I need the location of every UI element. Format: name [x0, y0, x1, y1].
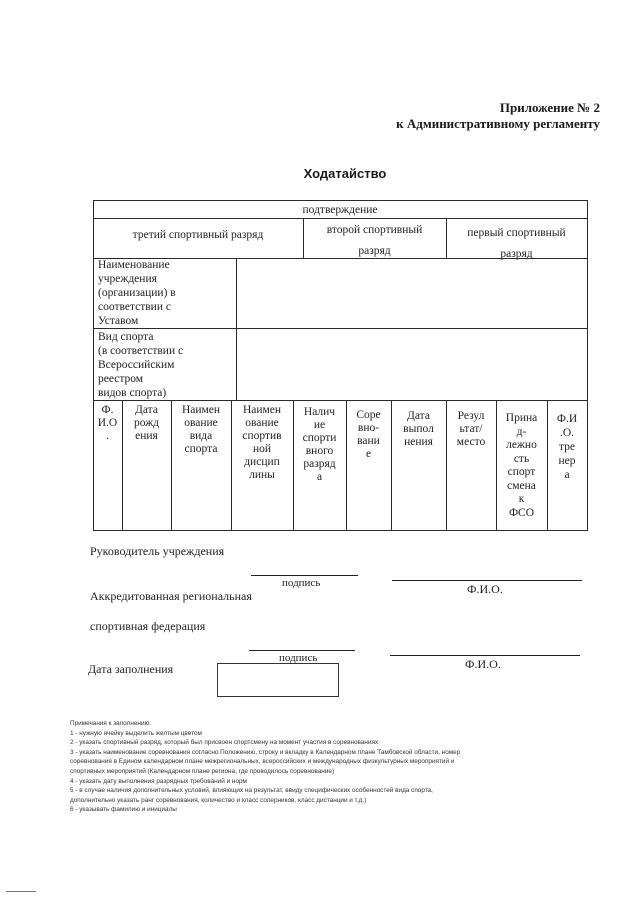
column-sport-name: Наимен ование вида спорта [181, 404, 221, 455]
head-of-institution-label: Руководитель учреждения [90, 544, 225, 558]
document-title: Ходатайство [303, 166, 387, 181]
note-line: 6 - указывать фамилию и инициалы [70, 806, 177, 814]
fill-date-box[interactable] [217, 663, 339, 697]
head-signature-line[interactable] [251, 575, 358, 576]
federation-fio-line[interactable] [390, 655, 580, 656]
signature-caption-1: подпись [282, 577, 321, 589]
appendix-reference: к Административному регламенту [396, 116, 600, 131]
note-line: дополнительно указать ранг соревнования, количество и класс соперников, класс дистанции и т.д.) [70, 796, 367, 804]
filling-notes [70, 719, 590, 815]
page-edge-mark [6, 891, 36, 892]
federation-signature-line[interactable] [249, 650, 355, 651]
appendix-number: Приложение № 2 [499, 100, 600, 115]
rank-third-option[interactable]: третий спортивный разряд [132, 229, 264, 241]
column-result-place: Резул ьтат/ место [456, 410, 486, 448]
column-existing-rank: Налич ие спорти вного разряд а [302, 406, 337, 483]
column-coach-name: Ф.И .О. тре нер а [556, 413, 578, 481]
sport-label: Вид спорта (в соответствии с Всероссийским реестром видов спорта) [98, 331, 184, 399]
rank-first-option[interactable]: первый спортивный разряд [467, 227, 566, 260]
note-line: 3 - указать наименование соревнования согласно Положению, строку и вкладку в Календарном плане Тамбовской области, номер [70, 748, 461, 756]
note-line: 4 - указать дату выполнения разрядных требований и норм [70, 777, 247, 785]
confirmation-header: подтверждение [302, 204, 378, 216]
note-line: 1 - нужную ячейку выделить желтым цветом [70, 729, 202, 737]
column-competition: Соре вно- вани е [356, 409, 381, 460]
organization-label: Наименование учреждения (организации) в соответствии с Уставом [98, 259, 176, 327]
rank-second-option[interactable]: второй спортивный разряд [326, 224, 423, 257]
column-completion-date: Дата выпол нения [403, 410, 434, 448]
column-discipline-name: Наимен ование спортив ной дисцип лины [242, 404, 282, 481]
fill-date-label: Дата заполнения [88, 662, 174, 676]
note-line: спортивных мероприятий (Календарном плане региона, где проводилось соревнование) [70, 767, 335, 775]
notes-heading: Примечания к заполнению: [70, 720, 152, 727]
column-fso-affiliation: Прина д- лежно сть спорт смена к ФСО [505, 412, 538, 519]
sport-value-cell[interactable] [237, 329, 587, 400]
column-birth-date: Дата рожд ения [133, 404, 159, 442]
federation-label-line1: Аккредитованная региональная [90, 589, 252, 603]
fio-caption-2: Ф.И.О. [465, 657, 501, 671]
federation-label-line2: спортивная федерация [90, 619, 206, 633]
signature-caption-2: подпись [279, 652, 318, 664]
fio-caption-1: Ф.И.О. [467, 582, 503, 596]
note-line: 2 - указать спортивный разряд, который был присвоен спортсмену на момент участия в соревнованиях [70, 739, 379, 747]
note-line: соревнования в Едином календарном плане межрегиональных, всероссийских и международных физкультурных мероприятий и [70, 758, 455, 766]
note-line: 5 - в случае наличия дополнительных условий, влияющих на результат, ввиду специфических особенностей вида спорта, [70, 787, 433, 795]
organization-value-cell[interactable] [237, 259, 587, 328]
column-athlete-name: Ф. И.О . [97, 404, 118, 442]
head-fio-line[interactable] [392, 580, 582, 581]
